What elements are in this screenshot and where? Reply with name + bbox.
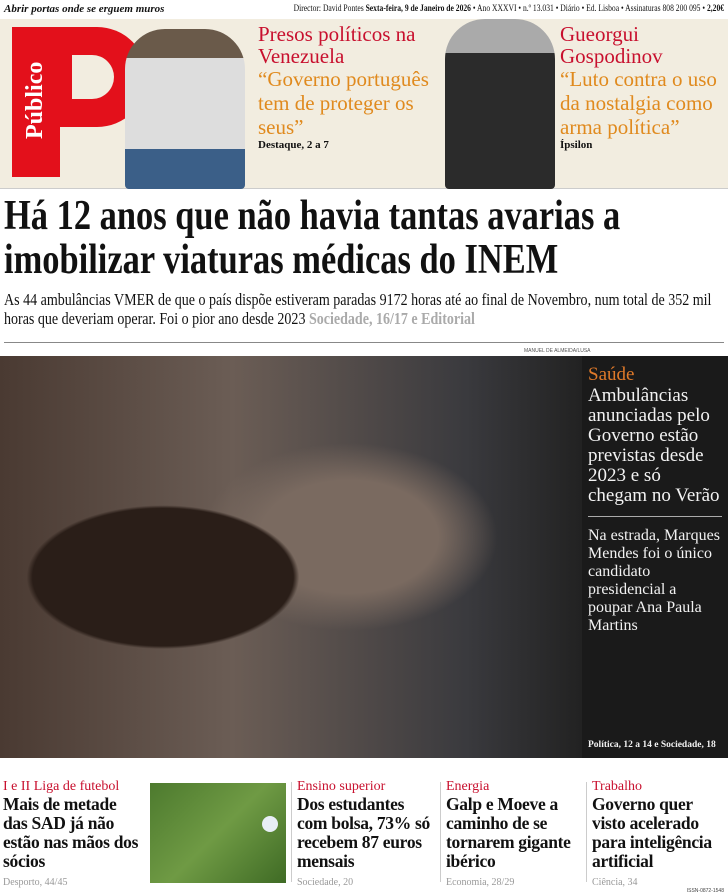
teaser-venezuela[interactable] xyxy=(258,23,443,151)
divider xyxy=(291,782,292,882)
logo-name: Público xyxy=(22,61,48,139)
story-ref: Sociedade, 20 xyxy=(297,877,354,888)
teaser-ref: Ípsilon xyxy=(560,139,593,151)
price: 2,20€ xyxy=(706,4,724,14)
divider xyxy=(588,516,722,517)
photo-credit: MANUEL DE ALMEIDA/LUSA xyxy=(524,348,591,354)
teaser-gospodinov[interactable] xyxy=(560,23,726,151)
story-kicker: Ensino superior xyxy=(297,779,386,794)
story-ref: Desporto, 44/45 xyxy=(3,877,68,888)
motto: Abrir portas onde se erguem muros xyxy=(4,3,165,15)
edition-info xyxy=(294,0,724,18)
story-kicker: I e II Liga de futebol xyxy=(3,779,120,794)
story-ref: Ciência, 34 xyxy=(592,877,638,888)
issue-details: • Ano XXXVI • n.º 13.031 • Diário • Ed. Lisboa • Assinaturas 808 200 095 • xyxy=(472,4,705,14)
football-photo xyxy=(150,783,286,883)
story-ref: Economia, 28/29 xyxy=(446,877,515,888)
standfirst-ref: Sociedade, 16/17 e Editorial xyxy=(308,309,475,328)
sidebox-ref: Política, 12 a 14 e Sociedade, 18 xyxy=(588,740,716,750)
main-photo-parliament xyxy=(0,356,582,758)
teaser-quote: “Luto contra o uso da nostalgia como arma política” xyxy=(560,67,717,139)
logo-p-counter xyxy=(72,55,114,99)
teaser-photo-gospodinov xyxy=(445,19,555,189)
sidebox-kicker: Saúde xyxy=(588,364,635,385)
football-ball xyxy=(262,816,278,832)
edition-info-wrap xyxy=(164,0,724,18)
sidebox-subheadline: Na estrada, Marques Mendes foi o único candidato presidencial a poupar Ana Paula Martins xyxy=(588,527,720,634)
divider xyxy=(586,782,587,882)
divider xyxy=(4,342,724,343)
story-energy[interactable] xyxy=(446,779,584,888)
standfirst xyxy=(4,290,728,328)
story-headline: Governo quer visto acelerado para inteligência artificial xyxy=(592,794,712,871)
date: Sexta-feira, 9 de Janeiro de 2026 xyxy=(365,4,471,14)
story-kicker: Energia xyxy=(446,779,490,794)
story-headline: Galp e Moeve a caminho de se tornarem gigante ibérico xyxy=(446,794,571,871)
divider xyxy=(440,782,441,882)
health-sidebox[interactable] xyxy=(582,356,728,758)
teaser-quote: “Governo português tem de proteger os seus” xyxy=(258,67,429,139)
issn: ISSN-0872-1548 xyxy=(686,888,724,894)
teaser-title: Presos políticos na Venezuela xyxy=(258,22,416,68)
story-headline: Dos estudantes com bolsa, 73% só recebem 87 euros mensais xyxy=(297,794,430,871)
teaser-photo-man xyxy=(125,29,245,189)
story-headline: Mais de metade das SAD já não estão nas mãos dos sócios xyxy=(3,794,139,871)
main-headline[interactable]: Há 12 anos que não havia tantas avarias a imobilizar viaturas médicas do INEM xyxy=(4,193,621,283)
standfirst-text: As 44 ambulâncias VMER de que o país dispõe estiveram paradas 9172 horas até ao final de Novembro, num total de 352 mil horas que deveriam operar. Foi o pior ano desde 2023 xyxy=(4,290,712,328)
director: Director: David Pontes xyxy=(293,4,364,14)
teaser-title: Gueorgui Gospodinov xyxy=(560,22,663,68)
teaser-ref: Destaque, 2 a 7 xyxy=(258,139,329,151)
story-students[interactable] xyxy=(297,779,437,888)
story-work[interactable] xyxy=(592,779,728,888)
story-football[interactable] xyxy=(3,779,143,888)
sidebox-headline: Ambulâncias anunciadas pelo Governo estão previstas desde 2023 e só chegam no Verão xyxy=(588,385,720,506)
story-kicker: Trabalho xyxy=(592,779,643,794)
header-band xyxy=(0,19,728,189)
masthead-strip xyxy=(0,0,728,18)
lead-story xyxy=(4,194,728,328)
